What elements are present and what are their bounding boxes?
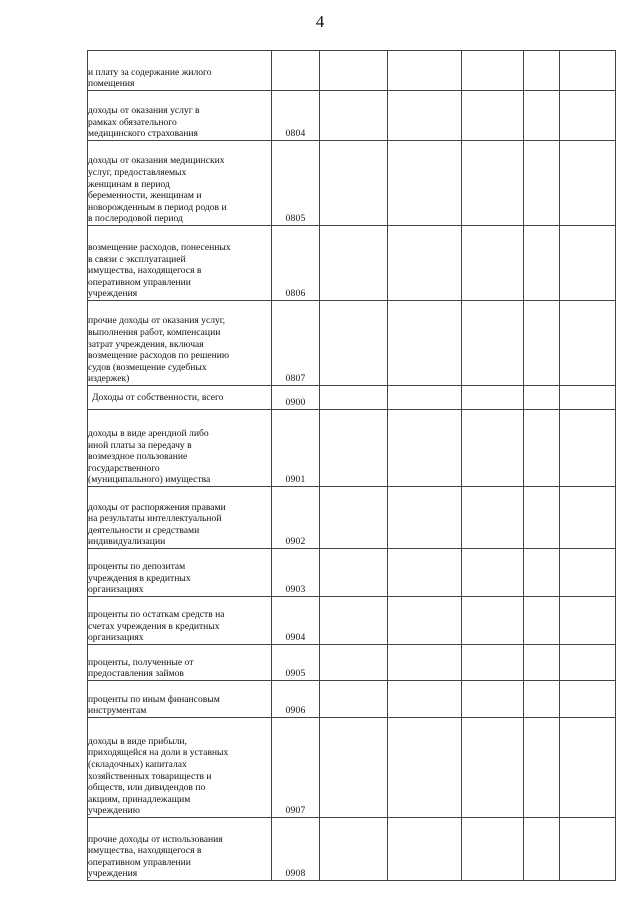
row-name-line: возмездное пользование (88, 451, 188, 463)
value-cell (524, 718, 560, 818)
value-cell (388, 487, 462, 549)
value-cell (462, 410, 524, 487)
value-cell (560, 301, 616, 386)
row-name-line: деятельности и средствами (88, 524, 200, 536)
row-name-line: проценты по иным финансовым (88, 693, 220, 705)
row-name-line: организациях (88, 632, 144, 644)
table-row (88, 410, 616, 487)
value-cell (320, 718, 388, 818)
value-cell (462, 386, 524, 410)
value-cell (560, 487, 616, 549)
value-cell (388, 681, 462, 718)
value-cell (560, 386, 616, 410)
row-code-cell: 0807 (272, 301, 320, 386)
row-name-line: доходы от распоряжения правами (88, 501, 226, 513)
row-name-line: судов (возмещение судебных (88, 361, 207, 373)
value-cell (462, 301, 524, 386)
value-cell (560, 645, 616, 681)
value-cell (388, 386, 462, 410)
row-name-cell (88, 645, 272, 681)
value-cell (388, 226, 462, 301)
value-cell (524, 549, 560, 597)
row-name-line: выполнения работ, компенсации (88, 327, 221, 339)
table-row-total (88, 386, 616, 410)
row-name-line: инструментам (88, 705, 147, 717)
row-name-cell (88, 141, 272, 226)
row-name-line: и плату за содержание жилого (88, 66, 212, 78)
row-name-line: приходящейся на доли в уставных (88, 747, 229, 759)
row-name-line: доходы от оказания услуг в (88, 105, 200, 117)
value-cell (462, 487, 524, 549)
table-row (88, 718, 616, 818)
row-name-line: проценты, полученные от (88, 656, 194, 668)
row-name-line: женщинам в период (88, 178, 170, 190)
value-cell (320, 141, 388, 226)
row-code-cell: 0903 (272, 549, 320, 597)
row-name-cell (88, 487, 272, 549)
value-cell (388, 597, 462, 645)
row-name-line: государственного (88, 462, 160, 474)
row-name-line: в послеродовой период (88, 213, 183, 225)
value-cell (560, 410, 616, 487)
row-code-cell: 0901 (272, 410, 320, 487)
table-row (88, 818, 616, 881)
value-cell (524, 818, 560, 881)
table-row (88, 681, 616, 718)
row-name-line: услуг, предоставляемых (88, 167, 187, 179)
value-cell (462, 91, 524, 141)
row-name-line: иной платы за передачу в (88, 439, 192, 451)
row-name-line: имущества, находящегося в (88, 265, 202, 277)
value-cell (524, 226, 560, 301)
value-cell (462, 141, 524, 226)
value-cell (524, 91, 560, 141)
row-name-line: Доходы от собственности, всего (92, 391, 224, 403)
row-name-line: учреждения (88, 868, 138, 880)
row-code-cell: 0804 (272, 91, 320, 141)
value-cell (462, 645, 524, 681)
row-code-cell: 0905 (272, 645, 320, 681)
value-cell (388, 141, 462, 226)
row-name-line: имущества, находящегося в (88, 845, 202, 857)
value-cell (388, 410, 462, 487)
row-name-cell (88, 549, 272, 597)
value-cell (524, 301, 560, 386)
row-name-line: беременности, женщинам и (88, 190, 202, 202)
row-code-cell (272, 51, 320, 91)
income-table (87, 50, 616, 881)
row-name-line: в связи с эксплуатацией (88, 253, 186, 265)
row-name-cell (88, 51, 272, 91)
value-cell (388, 645, 462, 681)
row-name-line: помещения (88, 78, 135, 90)
value-cell (320, 410, 388, 487)
table-row (88, 91, 616, 141)
value-cell (388, 51, 462, 91)
row-name-line: доходы в виде прибыли, (88, 735, 187, 747)
value-cell (462, 818, 524, 881)
row-name-line: доходы от оказания медицинских (88, 155, 225, 167)
table-row (88, 487, 616, 549)
row-name-cell (88, 597, 272, 645)
row-code-cell: 0908 (272, 818, 320, 881)
value-cell (320, 91, 388, 141)
value-cell (462, 597, 524, 645)
value-cell (524, 681, 560, 718)
row-code-cell: 0805 (272, 141, 320, 226)
value-cell (524, 410, 560, 487)
row-code-cell: 0900 (272, 386, 320, 410)
income-table-body (88, 51, 616, 881)
value-cell (462, 51, 524, 91)
value-cell (524, 386, 560, 410)
row-name-line: доходы в виде арендной либо (88, 428, 209, 440)
value-cell (524, 487, 560, 549)
value-cell (388, 301, 462, 386)
value-cell (462, 549, 524, 597)
row-name-line: хозяйственных товариществ и (88, 770, 212, 782)
value-cell (320, 301, 388, 386)
value-cell (560, 91, 616, 141)
row-name-cell (88, 226, 272, 301)
row-name-cell (88, 681, 272, 718)
value-cell (560, 597, 616, 645)
page-number: 4 (315, 12, 325, 31)
row-name-line: прочие доходы от использования (88, 833, 223, 845)
row-name-cell (88, 410, 272, 487)
table-row (88, 645, 616, 681)
value-cell (320, 549, 388, 597)
row-name-line: издержек) (88, 373, 130, 385)
row-name-line: счетах учреждения в кредитных (88, 620, 220, 632)
row-name-cell (88, 386, 272, 410)
value-cell (388, 91, 462, 141)
row-name-line: обществ, или дивидендов по (88, 782, 206, 794)
table-row (88, 141, 616, 226)
row-name-line: акциям, принадлежащим (88, 793, 191, 805)
row-name-line: (складочных) капиталах (88, 759, 187, 771)
row-name-line: проценты по депозитам (88, 561, 186, 573)
row-name-line: рамках обязательного (88, 116, 177, 128)
value-cell (560, 818, 616, 881)
row-name-cell (88, 91, 272, 141)
value-cell (388, 718, 462, 818)
value-cell (320, 487, 388, 549)
row-name-line: учреждения в кредитных (88, 572, 191, 584)
row-code-cell: 0906 (272, 681, 320, 718)
value-cell (560, 226, 616, 301)
row-name-line: учреждения (88, 288, 138, 300)
value-cell (388, 818, 462, 881)
row-code-cell: 0902 (272, 487, 320, 549)
value-cell (320, 645, 388, 681)
row-name-line: учреждению (88, 805, 140, 817)
table-row (88, 226, 616, 301)
row-name-line: возмещение расходов по решению (88, 350, 230, 362)
table-row (88, 301, 616, 386)
row-name-line: затрат учреждения, включая (88, 338, 204, 350)
row-name-line: медицинского страхования (88, 128, 198, 140)
row-name-line: на результаты интеллектуальной (88, 513, 222, 525)
row-code-cell: 0907 (272, 718, 320, 818)
row-name-line: проценты по остаткам средств на (88, 609, 225, 621)
value-cell (462, 226, 524, 301)
value-cell (320, 597, 388, 645)
row-name-cell (88, 718, 272, 818)
value-cell (320, 681, 388, 718)
value-cell (524, 597, 560, 645)
row-code-cell: 0806 (272, 226, 320, 301)
value-cell (524, 51, 560, 91)
row-name-line: предоставления займов (88, 668, 184, 680)
value-cell (524, 645, 560, 681)
value-cell (320, 386, 388, 410)
row-code-cell: 0904 (272, 597, 320, 645)
row-name-cell (88, 818, 272, 881)
row-name-line: оперативном управлении (88, 856, 191, 868)
table-row (88, 549, 616, 597)
value-cell (320, 51, 388, 91)
value-cell (560, 681, 616, 718)
row-name-line: (муниципального) имущества (88, 474, 211, 486)
row-name-line: новорожденным в период родов и (88, 201, 227, 213)
value-cell (524, 141, 560, 226)
value-cell (560, 51, 616, 91)
row-name-line: организациях (88, 584, 144, 596)
row-name-line: возмещение расходов, понесенных (88, 242, 231, 254)
value-cell (320, 818, 388, 881)
row-name-line: индивидуализации (88, 536, 166, 548)
value-cell (462, 718, 524, 818)
value-cell (560, 718, 616, 818)
value-cell (320, 226, 388, 301)
value-cell (560, 549, 616, 597)
value-cell (462, 681, 524, 718)
value-cell (388, 549, 462, 597)
row-name-cell (88, 301, 272, 386)
table-row (88, 51, 616, 91)
table-row (88, 597, 616, 645)
value-cell (560, 141, 616, 226)
row-name-line: прочие доходы от оказания услуг, (88, 315, 226, 327)
row-name-line: оперативном управлении (88, 276, 191, 288)
